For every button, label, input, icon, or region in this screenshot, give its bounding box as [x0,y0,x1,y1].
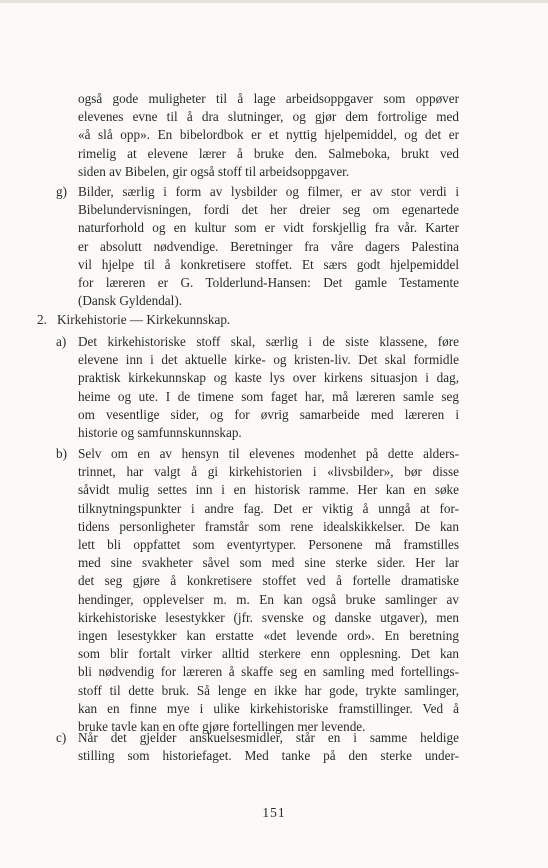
text-line: stilling som historiefaget. Med tanke på den sterke under- [78,748,459,764]
text-line: såvidt mulig settes inn i en historisk ramme. Her kan en søke [78,482,459,498]
text-line: heime og ute. I de timene som faget har, må læreren samle seg [78,388,459,404]
text-line: kan en finne mye i ulike kirkehistoriske framstillinger. Ved å [78,700,459,716]
list-marker-g: g) [56,184,67,199]
text-line: ingen lesestykker kan erstatte «det levende ord». En beretning [78,628,459,644]
text-line: stoff til dette bruk. Så lenge en ikke har gode, trykte samlinger, [78,682,459,698]
text-line: bruke tavle kan en ofte gjøre fortellingen mer levende. [78,719,366,735]
text-line: (Dansk Gyldendal). [78,293,183,309]
paragraph-b [78,445,459,736]
paragraph-c [78,729,459,765]
text-line: for læreren er G. Tolderlund-Hansen: Det gamle Testamente [78,275,459,291]
text-line: rimelig at elevene lærer å bruke den. Salmeboka, brukt ved [78,145,459,161]
text-line: trinnet, har valgt å gi kirkehistorien i «livsbilder», bør disse [78,464,459,480]
text-line: vil hjelpe til å konkretisere stoffet. Et særs godt hjelpemiddel [78,256,459,272]
text-line: Når det gjelder anskuelsesmidler, står en i samme heldige [78,730,459,745]
text-line: «å slå opp». En bibelordbok er et nyttig hjelpemiddel, og det er [78,127,459,143]
list-marker-a: a) [56,334,67,349]
text-line: også gode muligheter til å lage arbeidsoppgaver som oppøver [78,91,459,106]
paragraph-a [78,333,459,442]
paragraph-g [78,183,459,310]
list-marker-c: c) [56,730,67,745]
text-line: praktisk kirkekunnskap og kaste lys over kirkens situasjon i dag, [78,370,459,386]
text-line: elevene inn i det aktuelle kirke- og kristen-liv. Det skal formidle [78,352,459,368]
list-marker-b: b) [56,446,67,461]
text-line: det seg gjøre å konkretisere stoffet ved å fortelle dramatiske [78,573,459,589]
text-line: Det kirkehistoriske stoff skal, særlig i de siste klassene, føre [78,334,459,349]
text-line: med sine svakheter såvel som med sine sterke sider. Her lar [78,555,459,571]
text-line: er absolutt nødvendige. Beretninger fra våre dagers Palestina [78,238,459,254]
section-title: Kirkehistorie — Kirkekunnskap. [57,312,231,327]
text-line: Bibelundervisningen, fordi det her dreier seg om egenartede [78,202,459,218]
section-number: 2. [37,312,47,327]
text-line: tilknytningspunkter i andre fag. Det er viktig å unngå at for- [78,500,459,516]
page-number: 151 [262,805,286,820]
text-line: naturforhold og en kultur som er vidt forskjellig fra vår. Karter [78,220,459,236]
text-line: tidens personligheter framstår som rene idealskikkelser. De kan [78,518,459,534]
page-top-edge [0,0,548,3]
text-line: om vesentlige sider, og for øvrig samarbeide med læreren i [78,406,459,422]
text-line: hendinger, opplevelser m. m. En kan også bruke samlinger av [78,591,459,607]
text-line: bli nødvendig for læreren å skaffe seg en samling med fortellings- [78,664,459,680]
text-line: siden av Bibelen, gir også stoff til arbeidsoppgaver. [78,163,350,179]
text-line: Selv om en av hensyn til elevenes modenhet på dette alders- [78,446,459,461]
text-line: lett bli oppfattet som eventyrtyper. Personene må framstilles [78,537,459,553]
text-line: som blir fortalt virker alltid sterkere enn opplesning. Det kan [78,646,459,662]
text-line: kirkehistoriske lesestykker (jfr. svenske og danske utgaver), men [78,609,459,625]
text-line: historie og samfunnskunnskap. [78,425,242,441]
text-line: Bilder, særlig i form av lysbilder og filmer, er av stor verdi i [78,184,459,199]
text-line: elevenes evne til å dra slutninger, og gjør dem fortrolige med [78,109,459,125]
paragraph-intro [78,90,459,181]
